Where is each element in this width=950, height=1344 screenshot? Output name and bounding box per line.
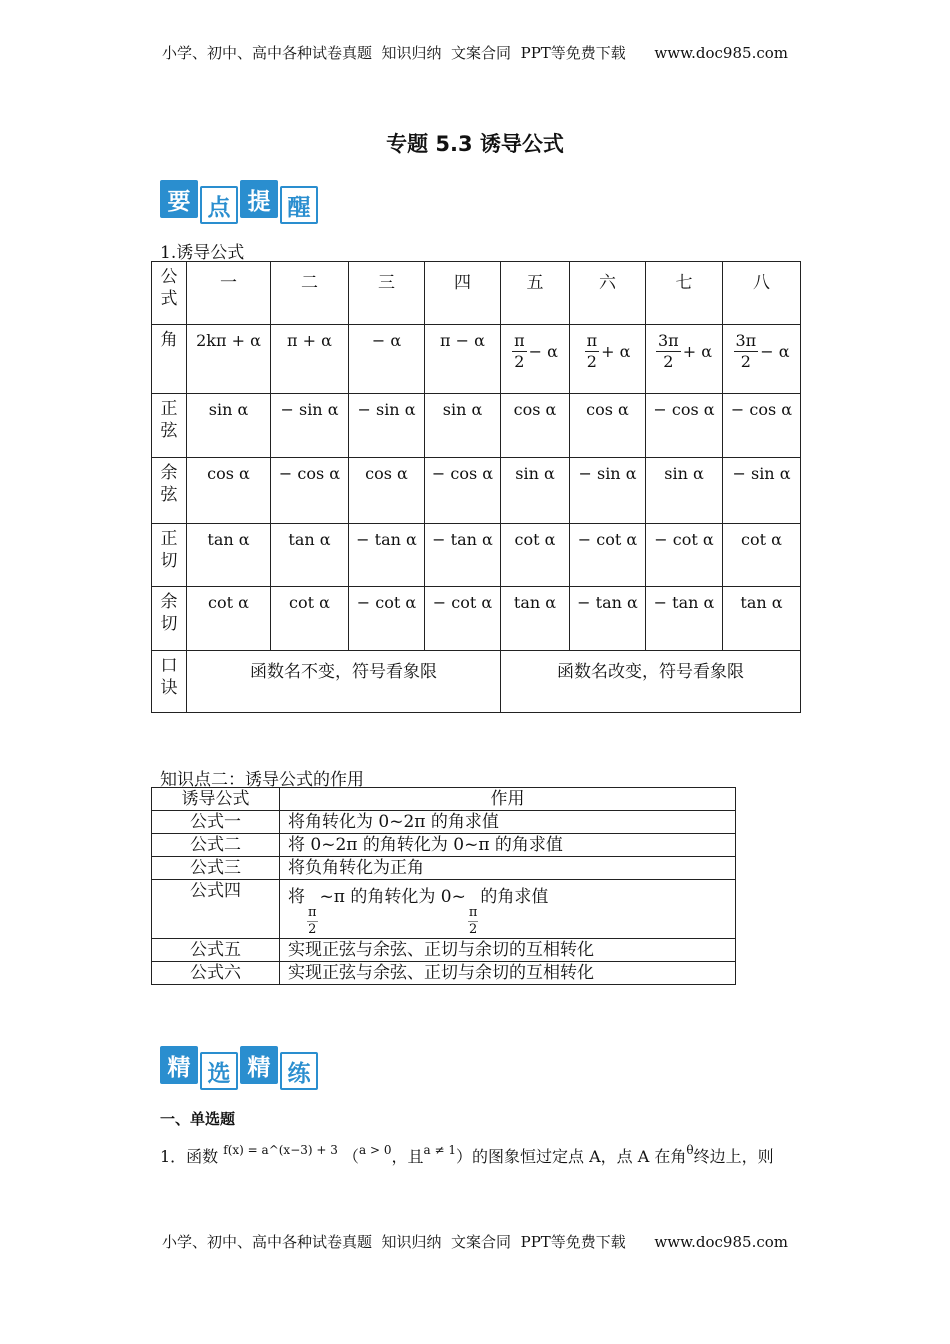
fraction xyxy=(585,331,631,372)
header-cell: 诱导公式 xyxy=(152,788,280,811)
table-cell: sin α xyxy=(187,394,271,458)
frac-den: 2 xyxy=(468,922,478,937)
fraction xyxy=(307,905,318,938)
cell-text: 口 诀 xyxy=(160,656,178,698)
table-cell: 公式五 xyxy=(152,939,280,962)
table-cell: − cot α xyxy=(425,587,501,651)
table-cell: − cos α xyxy=(271,458,349,524)
row-label xyxy=(152,587,187,651)
badge-char: 精 xyxy=(160,1046,198,1084)
section-badge-key-points xyxy=(160,180,318,224)
table-cell: − sin α xyxy=(349,394,425,458)
frac-den: 2 xyxy=(740,352,751,371)
table-cell: tan α xyxy=(501,587,570,651)
mnemonic-right: 函数名改变，符号看象限 xyxy=(501,651,801,713)
table-row xyxy=(152,651,801,713)
table2-label: 知识点二：诱导公式的作用 xyxy=(160,770,364,790)
badge-char: 练 xyxy=(280,1052,318,1090)
page-title: 专题 5.3 诱导公式 xyxy=(386,132,564,156)
table-cell: tan α xyxy=(187,524,271,587)
row-label: 角 xyxy=(152,325,187,394)
frac-rest: − α xyxy=(760,342,790,361)
table-row xyxy=(152,880,736,939)
table-cell: 将 0~2π 的角转化为 0~π 的角求值 xyxy=(280,834,736,857)
angle-cell xyxy=(723,325,801,394)
corner-cell xyxy=(152,262,187,325)
header-cell: 六 xyxy=(570,262,646,325)
table-cell: 公式一 xyxy=(152,811,280,834)
table-cell: 将负角转化为正角 xyxy=(280,857,736,880)
frac-num: π xyxy=(586,331,598,350)
badge-char: 要 xyxy=(160,180,198,218)
table-cell: cot α xyxy=(723,524,801,587)
table-cell: − cos α xyxy=(646,394,723,458)
angle-cell: π + α xyxy=(271,325,349,394)
frac-den: 2 xyxy=(308,922,317,937)
angle-cell: 2kπ + α xyxy=(187,325,271,394)
frac-rest: + α xyxy=(601,342,631,361)
badge-char: 点 xyxy=(200,186,238,224)
table-row xyxy=(152,325,801,394)
section-badge-practice xyxy=(160,1046,318,1090)
table-cell: cos α xyxy=(349,458,425,524)
table-row xyxy=(152,857,736,880)
table-cell: cot α xyxy=(187,587,271,651)
mnemonic-left: 函数名不变，符号看象限 xyxy=(187,651,501,713)
frac-rest: + α xyxy=(682,342,712,361)
table-cell: tan α xyxy=(271,524,349,587)
header-cell: 五 xyxy=(501,262,570,325)
row-label xyxy=(152,524,187,587)
table-cell: tan α xyxy=(723,587,801,651)
header-cell: 三 xyxy=(349,262,425,325)
header-cell: 八 xyxy=(723,262,801,325)
theta-symbol: θ xyxy=(686,1143,694,1157)
table-cell: − cot α xyxy=(570,524,646,587)
fraction xyxy=(656,331,712,372)
table-row xyxy=(152,834,736,857)
cell-text: 余 切 xyxy=(160,592,178,634)
page-header: 小学、初中、高中各种试卷真题 知识归纳 文案合同 PPT等免费下载 www.doc985.com xyxy=(161,44,788,62)
question-text: ，且 xyxy=(391,1147,424,1166)
table-cell: 将角转化为 0~2π 的角求值 xyxy=(280,811,736,834)
table-cell: − cos α xyxy=(723,394,801,458)
table-cell: 公式三 xyxy=(152,857,280,880)
angle-cell: π − α xyxy=(425,325,501,394)
badge-char: 选 xyxy=(200,1052,238,1090)
table-cell: cot α xyxy=(271,587,349,651)
angle-cell xyxy=(570,325,646,394)
badge-char: 提 xyxy=(240,180,278,218)
frac-num: 3π xyxy=(735,331,757,350)
table1-label: 1.诱导公式 xyxy=(160,243,245,263)
formula-usage-table xyxy=(151,787,736,985)
fraction xyxy=(468,905,479,938)
cell-text: 正 弦 xyxy=(160,399,178,441)
table-cell: − tan α xyxy=(349,524,425,587)
cell-text: 的角求值 xyxy=(480,887,549,907)
table-cell: − cot α xyxy=(349,587,425,651)
frac-den: 2 xyxy=(514,352,525,371)
table-cell: cos α xyxy=(187,458,271,524)
header-cell: 七 xyxy=(646,262,723,325)
table-row xyxy=(152,788,736,811)
table-row xyxy=(152,394,801,458)
table-cell: 公式六 xyxy=(152,962,280,985)
fraction xyxy=(734,331,790,372)
table-cell: 实现正弦与余弦、正切与余切的互相转化 xyxy=(280,962,736,985)
table-cell: cot α xyxy=(501,524,570,587)
badge-char: 醒 xyxy=(280,186,318,224)
question-text: 终边上，则 xyxy=(693,1147,774,1166)
fraction xyxy=(512,331,558,372)
table-cell: − cos α xyxy=(425,458,501,524)
table-cell: − sin α xyxy=(570,458,646,524)
question-1 xyxy=(160,1143,774,1167)
cell-text: 公 式 xyxy=(160,267,178,309)
table-cell: sin α xyxy=(425,394,501,458)
table-cell: 公式二 xyxy=(152,834,280,857)
frac-num: π xyxy=(514,331,525,350)
frac-den: 2 xyxy=(663,352,674,371)
condition-2: a ≠ 1 xyxy=(423,1143,456,1157)
angle-cell xyxy=(501,325,570,394)
condition-1: a > 0 xyxy=(359,1143,392,1157)
badge-char: 精 xyxy=(240,1046,278,1084)
table-cell: − tan α xyxy=(646,587,723,651)
row-label xyxy=(152,651,187,713)
induction-formula-table xyxy=(151,261,801,713)
section-heading: 一、单选题 xyxy=(160,1110,236,1128)
header-cell: 二 xyxy=(271,262,349,325)
table-row xyxy=(152,458,801,524)
table-cell: sin α xyxy=(646,458,723,524)
header-cell: 一 xyxy=(187,262,271,325)
frac-den: 2 xyxy=(586,352,597,371)
angle-cell: − α xyxy=(349,325,425,394)
angle-cell xyxy=(646,325,723,394)
table-cell: − tan α xyxy=(425,524,501,587)
table-cell: 公式四 xyxy=(152,880,280,939)
table-cell: 实现正弦与余弦、正切与余切的互相转化 xyxy=(280,939,736,962)
table-cell: − sin α xyxy=(271,394,349,458)
table-cell: sin α xyxy=(501,458,570,524)
frac-num: π xyxy=(468,905,478,920)
question-number: 1．函数 xyxy=(160,1147,219,1166)
table-row xyxy=(152,262,801,325)
question-text: ）的图象恒过定点 A，点 A 在角 xyxy=(455,1147,687,1166)
header-cell: 作用 xyxy=(280,788,736,811)
cell-text: 正 切 xyxy=(160,529,178,571)
table-cell: − sin α xyxy=(723,458,801,524)
page-footer: 小学、初中、高中各种试卷真题 知识归纳 文案合同 PPT等免费下载 www.doc985.com xyxy=(161,1233,788,1251)
table-cell: − cot α xyxy=(646,524,723,587)
frac-rest: − α xyxy=(528,342,558,361)
table-row xyxy=(152,962,736,985)
row-label xyxy=(152,458,187,524)
table-row xyxy=(152,939,736,962)
cell-text: 余 弦 xyxy=(160,463,178,505)
cell-text: 将 xyxy=(288,887,305,907)
header-cell: 四 xyxy=(425,262,501,325)
function-expression: f(x) = a^(x−3) + 3 xyxy=(223,1143,338,1157)
table-cell: − tan α xyxy=(570,587,646,651)
question-text: （ xyxy=(342,1147,359,1166)
cell-text: ~π 的角转化为 0~ xyxy=(319,887,466,907)
table-row xyxy=(152,524,801,587)
table-cell xyxy=(280,880,736,939)
frac-num: π xyxy=(308,905,317,920)
table-row xyxy=(152,587,801,651)
table-row xyxy=(152,811,736,834)
row-label xyxy=(152,394,187,458)
frac-num: 3π xyxy=(658,331,679,350)
table-cell: cos α xyxy=(570,394,646,458)
table-cell: cos α xyxy=(501,394,570,458)
